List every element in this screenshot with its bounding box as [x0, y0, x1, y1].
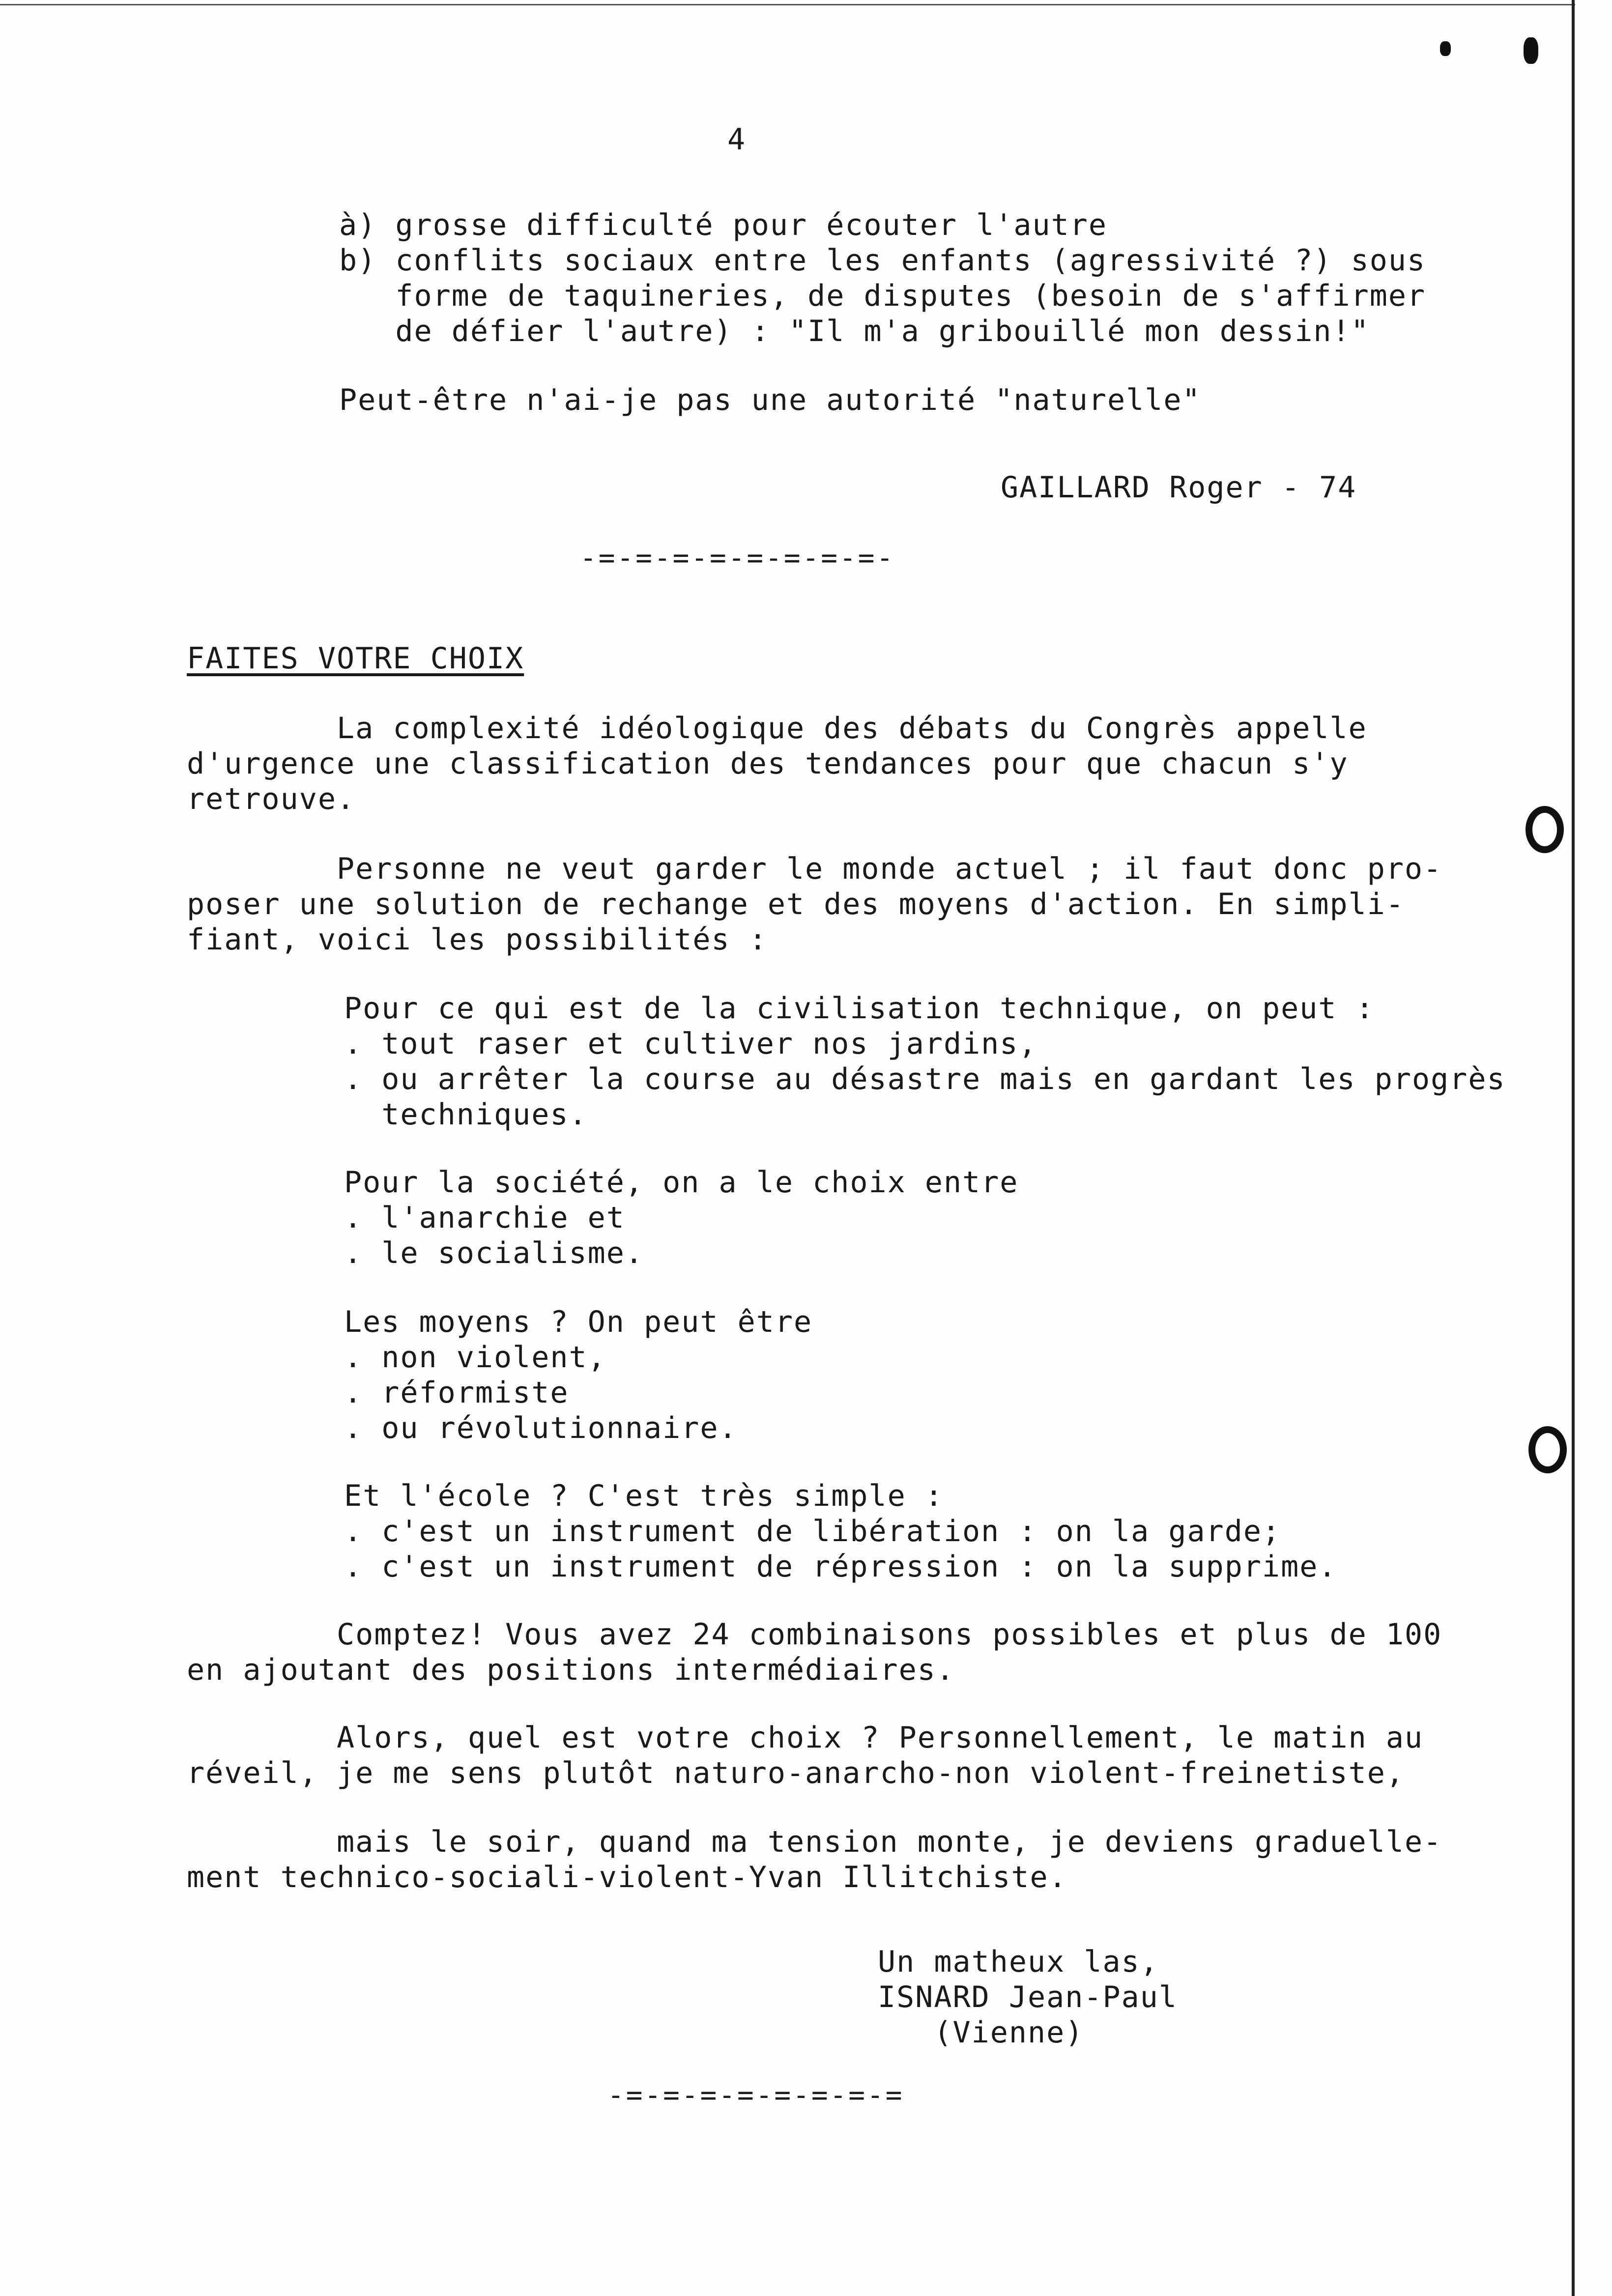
body-line: retrouve.: [187, 782, 356, 816]
author-signature: (Vienne): [878, 2015, 1084, 2050]
punch-hole-icon: [1526, 806, 1564, 853]
author-signature: ISNARD Jean-Paul: [878, 1980, 1178, 2014]
list-item: . c'est un instrument de répression : on la supprime.: [344, 1550, 1337, 1584]
body-line: Comptez! Vous avez 24 combinaisons possibles et plus de 100: [187, 1617, 1442, 1652]
list-item: . le socialisme.: [344, 1236, 644, 1270]
body-line: fiant, voici les possibilités :: [187, 922, 768, 957]
list-item: . non violent,: [344, 1340, 606, 1375]
body-line: Personne ne veut garder le monde actuel ; il faut donc pro-: [187, 852, 1442, 886]
section-separator: -=-=-=-=-=-=-=-=: [607, 2079, 904, 2111]
body-line: Alors, quel est votre choix ? Personnellement, le matin au: [187, 1721, 1424, 1755]
list-item: . réformiste: [344, 1376, 569, 1410]
body-line: Et l'école ? C'est très simple :: [344, 1479, 944, 1513]
top-edge-rule: [0, 4, 1575, 5]
punch-hole-icon: [1528, 1426, 1567, 1473]
body-line: Pour la société, on a le choix entre: [344, 1165, 1019, 1200]
author-signature: Un matheux las,: [878, 1945, 1159, 1979]
body-line: de défier l'autre) : "Il m'a gribouillé mon dessin!": [339, 314, 1370, 348]
list-item: . ou révolutionnaire.: [344, 1411, 738, 1445]
body-line: en ajoutant des positions intermédiaires.: [187, 1653, 955, 1687]
body-line: à) grosse difficulté pour écouter l'autre: [339, 208, 1108, 242]
body-line: d'urgence une classification des tendances pour que chacun s'y: [187, 746, 1349, 781]
author-signature: GAILLARD Roger - 74: [1001, 470, 1357, 505]
body-line: La complexité idéologique des débats du Congrès appelle: [187, 711, 1367, 746]
page-number: 4: [727, 122, 747, 157]
body-line: Les moyens ? On peut être: [344, 1305, 813, 1339]
section-separator: -=-=-=-=-=-=-=-=-: [580, 542, 895, 574]
right-edge-rule: [1572, 0, 1575, 2296]
list-item: . ou arrêter la course au désastre mais en gardant les progrès: [344, 1062, 1506, 1096]
list-item: . tout raser et cultiver nos jardins,: [344, 1027, 1037, 1061]
body-line: réveil, je me sens plutôt naturo-anarcho-non violent-freinetiste,: [187, 1756, 1405, 1790]
body-line: Pour ce qui est de la civilisation technique, on peut :: [344, 991, 1375, 1026]
body-line: forme de taquineries, de disputes (besoin de s'affirmer: [339, 279, 1426, 313]
list-item: . l'anarchie et: [344, 1201, 625, 1235]
list-item: techniques.: [344, 1097, 588, 1132]
body-line: Peut-être n'ai-je pas une autorité "naturelle": [339, 383, 1201, 417]
body-line: b) conflits sociaux entre les enfants (agressivité ?) sous: [339, 243, 1426, 278]
body-line: mais le soir, quand ma tension monte, je deviens graduelle-: [187, 1825, 1442, 1859]
section-heading: FAITES VOTRE CHOIX: [187, 641, 524, 676]
list-item: . c'est un instrument de libération : on la garde;: [344, 1514, 1281, 1549]
corner-mark: [1524, 37, 1538, 64]
body-line: poser une solution de rechange et des moyens d'action. En simpli-: [187, 887, 1405, 921]
body-line: ment technico-sociali-violent-Yvan Illitchiste.: [187, 1860, 1067, 1894]
corner-mark: [1440, 41, 1451, 56]
